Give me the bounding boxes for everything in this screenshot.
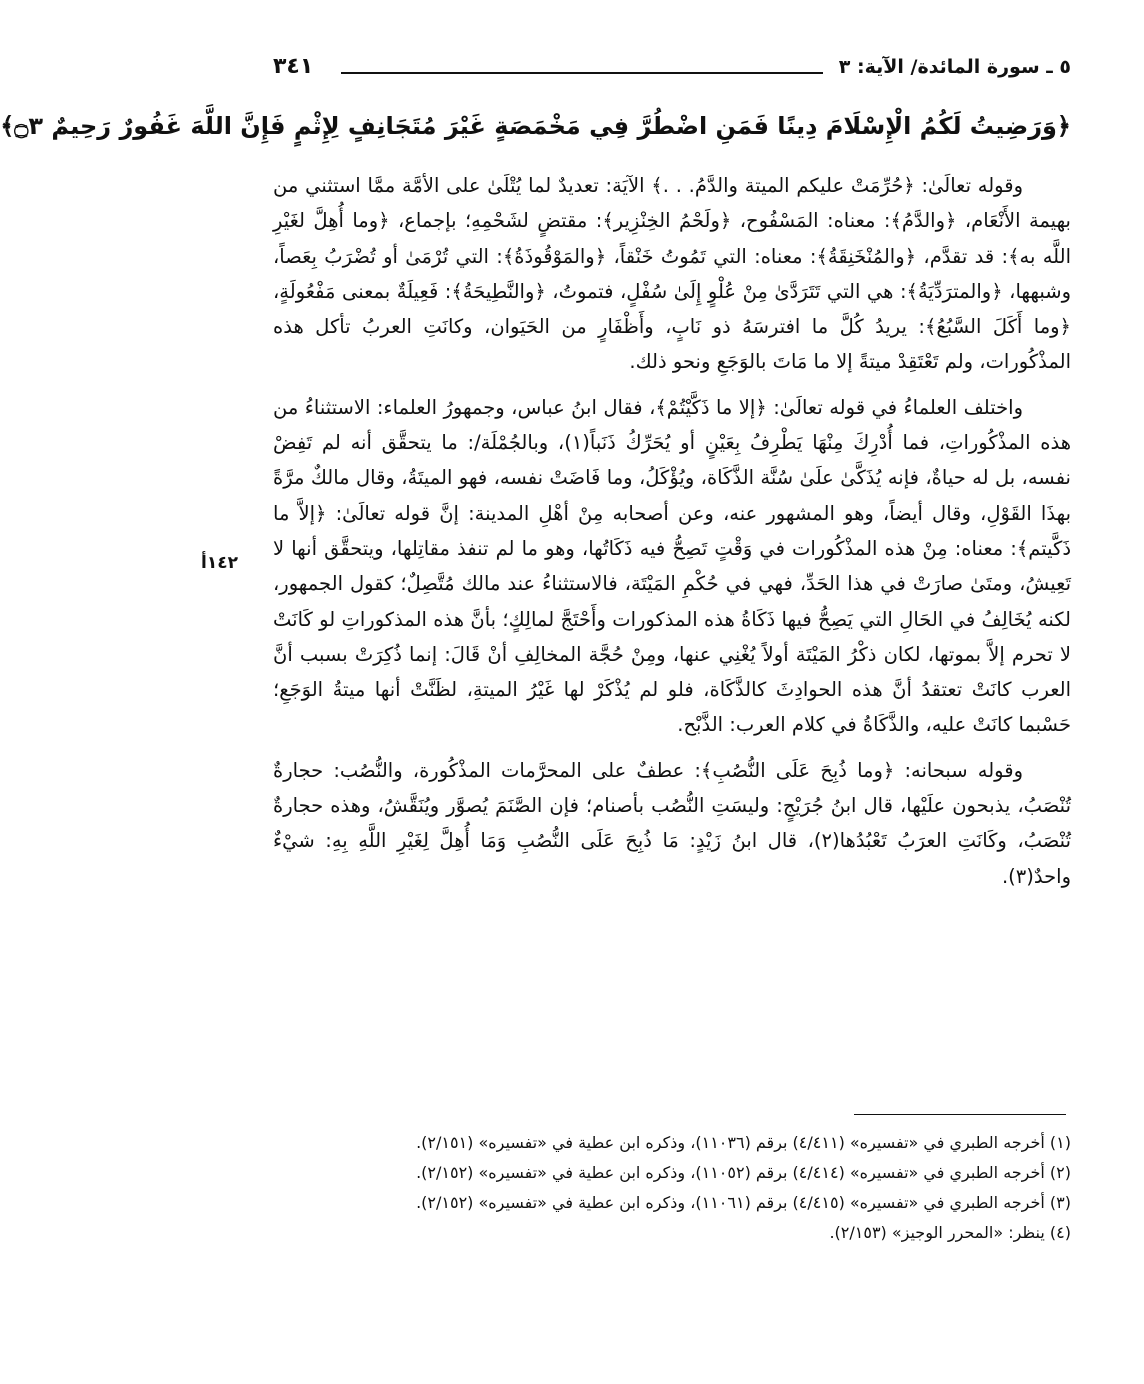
paragraph-1: وقوله تعالَىٰ: ﴿حُرِّمَتْ عليكم الميتة والدَّمُ. . .﴾ الآيَة: تعديدٌ لما يُتْلَىٰ على الأمَّة ممَّا استثني من بهيمة الأَنْعَام، ﴿والدَّمُ﴾: معناه: المَسْفُوح، ﴿ولَحْمُ الخِنْزِير﴾: مقتضٍ لشَحْمِهِ؛ بإجماع، ﴿وما أُهِلَّ لغَيْرِ اللَّه به﴾: قد تقدَّم، ﴿والمُنْخَنِقَةُ﴾: معناه: التي تَمُوتُ خَنْقاً، ﴿والمَوْقُوذَةُ﴾: التي تُرْمَىٰ أو تُضْرَبُ بِعَصاً، وشبهها، ﴿والمترَدِّيَةُ﴾: هي التي تَتَرَدَّىٰ مِنْ عُلْوٍ إِلَىٰ سُفْلٍ، فتموتُ، ﴿والنَّطِيحَةُ﴾: فَعِيلَةٌ بمعنى مَفْعُولَةٍ، ﴿وما أَكَلَ السَّبُعُ﴾: يريدُ كُلَّ ما افترسَهُ ذو نَابٍ، وأَظْفَارٍ من الحَيَوان، وكانَتِ العربُ تأكل هذه المذْكُورات، ولم تَعْتَقِدْ ميتةً إلا ما مَاتَ بالوَجَعِ ونحو ذلك. — [273, 174, 1071, 374]
header-rule — [341, 72, 823, 74]
running-title: ٥ ـ سورة المائدة/ الآية: ٣ — [838, 56, 1071, 78]
quran-verse: ﴿وَرَضِيتُ لَكُمُ الْإِسْلَامَ دِينًا فَمَنِ اضْطُرَّ فِي مَخْمَصَةٍ غَيْرَ مُتَجَانِفٍ لِإِثْمٍ فَإِنَّ اللَّهَ غَفُورٌ رَحِيمٌ ۝٣﴾ — [0, 112, 1071, 140]
page-header — [273, 56, 1071, 90]
footnote-3: (٣) أخرجه الطبري في «تفسيره» (٤/٤١٥) برقم (١١٠٦١)، وذكره ابن عطية في «تفسيره» (٢/١٥٢). — [416, 1193, 1071, 1212]
commentary-text — [273, 168, 1071, 904]
page-number: ٣٤١ — [273, 54, 314, 79]
paragraph-2: واختلف العلماءُ في قوله تعالَىٰ: ﴿إلا ما ذَكَّيْتُمْ﴾، فقال ابنُ عباس، وجمهورُ العلماء: الاستثناءُ من هذه المذْكُوراتِ، فما أُدْرِكَ مِنْهَا يَطْرِفُ بِعَيْنٍ أو يُحَرِّكُ ذَنَباً(١)، وبالجُمْلَة/: ما يتحقَّق أنه لم تَفِضْ نفسه، بل له حياةٌ، فإنه يُذَكَّىٰ علَىٰ سُنَّة الذَّكَاة، ويُؤْكَلُ، وما فَاضَتْ نفسه، فهو الميتَةُ، وقال مالكٌ مرَّةً بهذَا القَوْلِ، وقال أيضاً، وهو المشهور عنه، وعن أصحابه مِنْ أهْلِ المدينة: إنَّ قوله تعالَىٰ: ﴿إلاَّ ما ذَكَّيتم﴾: معناه: مِنْ هذه المذْكُورات في وَقْتٍ تَصِحُّ فيه ذَكَاتُها، وهو ما لم تنفذ مقاتِلها، ويتحقَّق أنها لا تَعِيشُ، ومتَىٰ صارَتْ في هذا الحَدِّ، فهي في حُكْمِ المَيْتَة، فالاستثناءُ عند مالك مُتَّصِلٌ؛ كقول الجمهور، لكنه يُخَالِفُ في الحَالِ التي يَصِحُّ فيها ذَكَاةُ هذه المذكورات وأَحْتَجَّ لمالِكٍ؛ بأنَّ هذه المذكوراتِ لو كَانَتْ لا تحرم إلاَّ بموتها، لكان ذكْرُ المَيْتَة أولاً يُغْنِي عنها، ومِنْ حُجَّة المخالِفِ أنْ قَالَ: إنما ذُكِرَتْ بسبب أنَّ العرب كانَتْ تعتقدُ أنَّ هذه الحوادِثَ كالذَّكَاة، فلو لم يُذْكَرْ لها غَيْرُ الميتةِ، لظَنَّتْ أنها ميتةُ الوَجَعِ؛ حَسْبما كانَتْ عليه، والذَّكَاةُ في كلام العرب: الذَّبْح. — [273, 395, 1071, 737]
footnotes-list — [273, 1128, 1071, 1248]
footnote-1: (١) أخرجه الطبري في «تفسيره» (٤/٤١١) برقم (١١٠٣٦)، وذكره ابن عطية في «تفسيره» (٢/١٥١). — [416, 1133, 1071, 1152]
footnote-separator — [854, 1114, 1066, 1115]
manuscript-folio-marker: ١٤٢أ — [201, 553, 238, 573]
footnote-2: (٢) أخرجه الطبري في «تفسيره» (٤/٤١٤) برقم (١١٠٥٢)، وذكره ابن عطية في «تفسيره» (٢/١٥٢). — [416, 1163, 1071, 1182]
footnote-4: (٤) ينظر: «المحرر الوجيز» (٢/١٥٣). — [829, 1223, 1071, 1242]
paragraph-3: وقوله سبحانه: ﴿وما ذُبِحَ عَلَى النُّصُبِ﴾: عطفٌ على المحرَّمات المذْكُورة، والنُّصُب: حجارةٌ تُنْصَبُ، يذبحون علَيْها، قال ابنُ جُرَيْجٍ: وليسَتِ النُّصُب بأصنام؛ فإن الصَّنَمَ يُصوَّر ويُنَقَّشُ، وهذه حجارةٌ تُنْصَبُ، وكَانَتِ العرَبُ تَعْبُدُها(٢)، قال ابنُ زَيْدٍ: مَا ذُبِحَ عَلَى النُّصُبِ وَمَا أُهِلَّ لِغَيْرِ اللَّهِ بِهِ: شيْءٌ واحدٌ(٣). — [273, 758, 1071, 888]
